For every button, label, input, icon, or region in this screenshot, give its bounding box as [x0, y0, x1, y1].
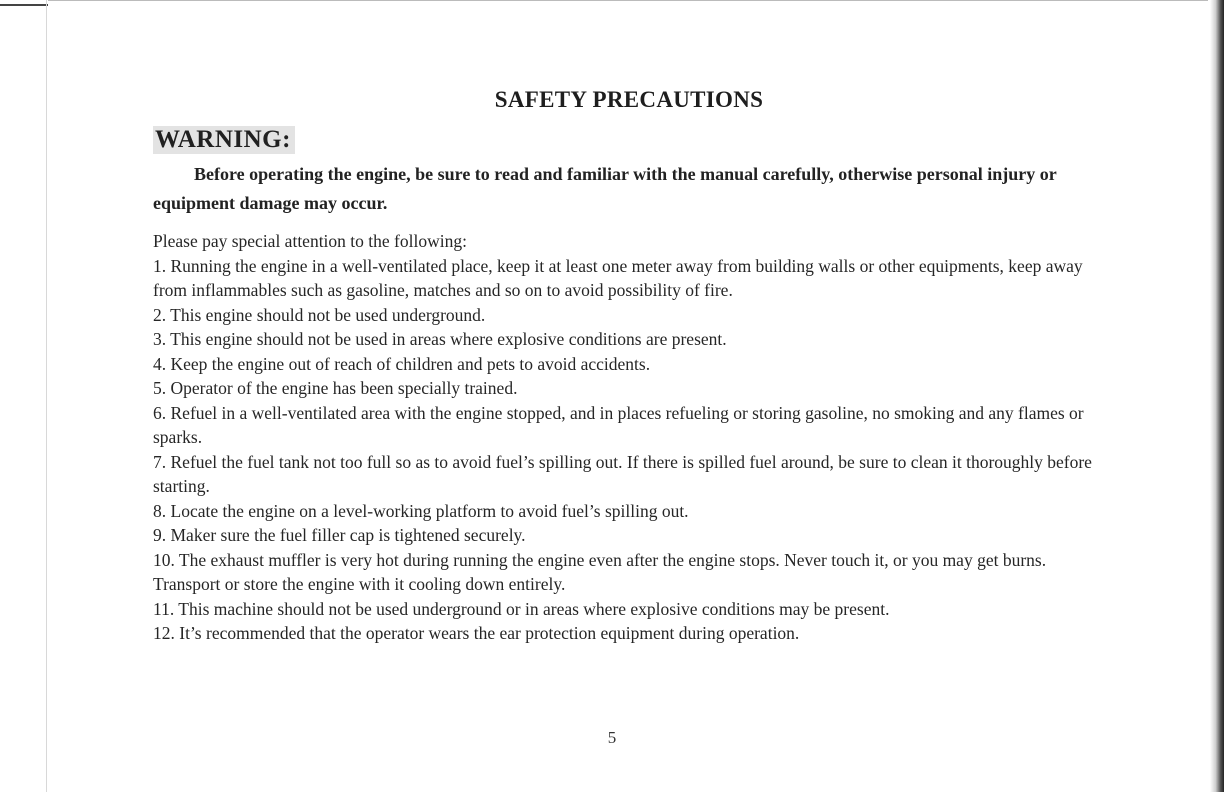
scan-top-border — [48, 0, 1208, 1]
page-number: 5 — [607, 728, 617, 747]
scan-right-shadow — [1210, 0, 1224, 792]
scan-left-border — [46, 0, 47, 792]
precaution-item-12: 12. It’s recommended that the operator wears the ear protection equipment during operation. — [153, 623, 800, 643]
precautions-body — [153, 229, 1108, 646]
intro-text: Please pay special attention to the following: — [153, 231, 467, 251]
precaution-item-9: 9. Maker sure the fuel filler cap is tightened securely. — [153, 525, 526, 545]
precaution-item-11: 11. This machine should not be used underground or in areas where explosive conditions may be present. — [153, 598, 890, 619]
precaution-item-7: 7. Refuel the fuel tank not too full so as to avoid fuel’s spilling out. If there is spilled fuel around, be sure to clean it thoroughly before starting. — [153, 451, 1092, 496]
warning-text: Before operating the engine, be sure to read and familiar with the manual carefully, otherwise personal injury or equipment damage may occur. — [153, 164, 1057, 213]
precaution-item-3: 3. This engine should not be used in areas where explosive conditions are present. — [153, 329, 727, 349]
precaution-item-2: 2. This engine should not be used underground. — [153, 304, 486, 325]
precaution-item-10: 10. The exhaust muffler is very hot during running the engine even after the engine stops. Never touch it, or you may get burns. Transport or store the engine with it cooling down entirely. — [153, 549, 1047, 594]
precaution-item-1: 1. Running the engine in a well-ventilated place, keep it at least one meter away from building walls or other equipments, keep away from inflammables such as gasoline, matches and so on to avoid possibility of fire. — [153, 255, 1083, 300]
precaution-item-5: 5. Operator of the engine has been specially trained. — [153, 378, 518, 398]
page-title: SAFETY PRECAUTIONS — [494, 87, 764, 112]
precaution-item-8: 8. Locate the engine on a level-working platform to avoid fuel’s spilling out. — [153, 500, 689, 521]
scan-edge-mark — [0, 4, 48, 6]
precaution-item-6: 6. Refuel in a well-ventilated area with the engine stopped, and in places refueling or storing gasoline, no smoking and any flames or sparks. — [153, 402, 1084, 447]
precaution-item-4: 4. Keep the engine out of reach of children and pets to avoid accidents. — [153, 353, 651, 374]
warning-label: WARNING: — [153, 126, 295, 154]
